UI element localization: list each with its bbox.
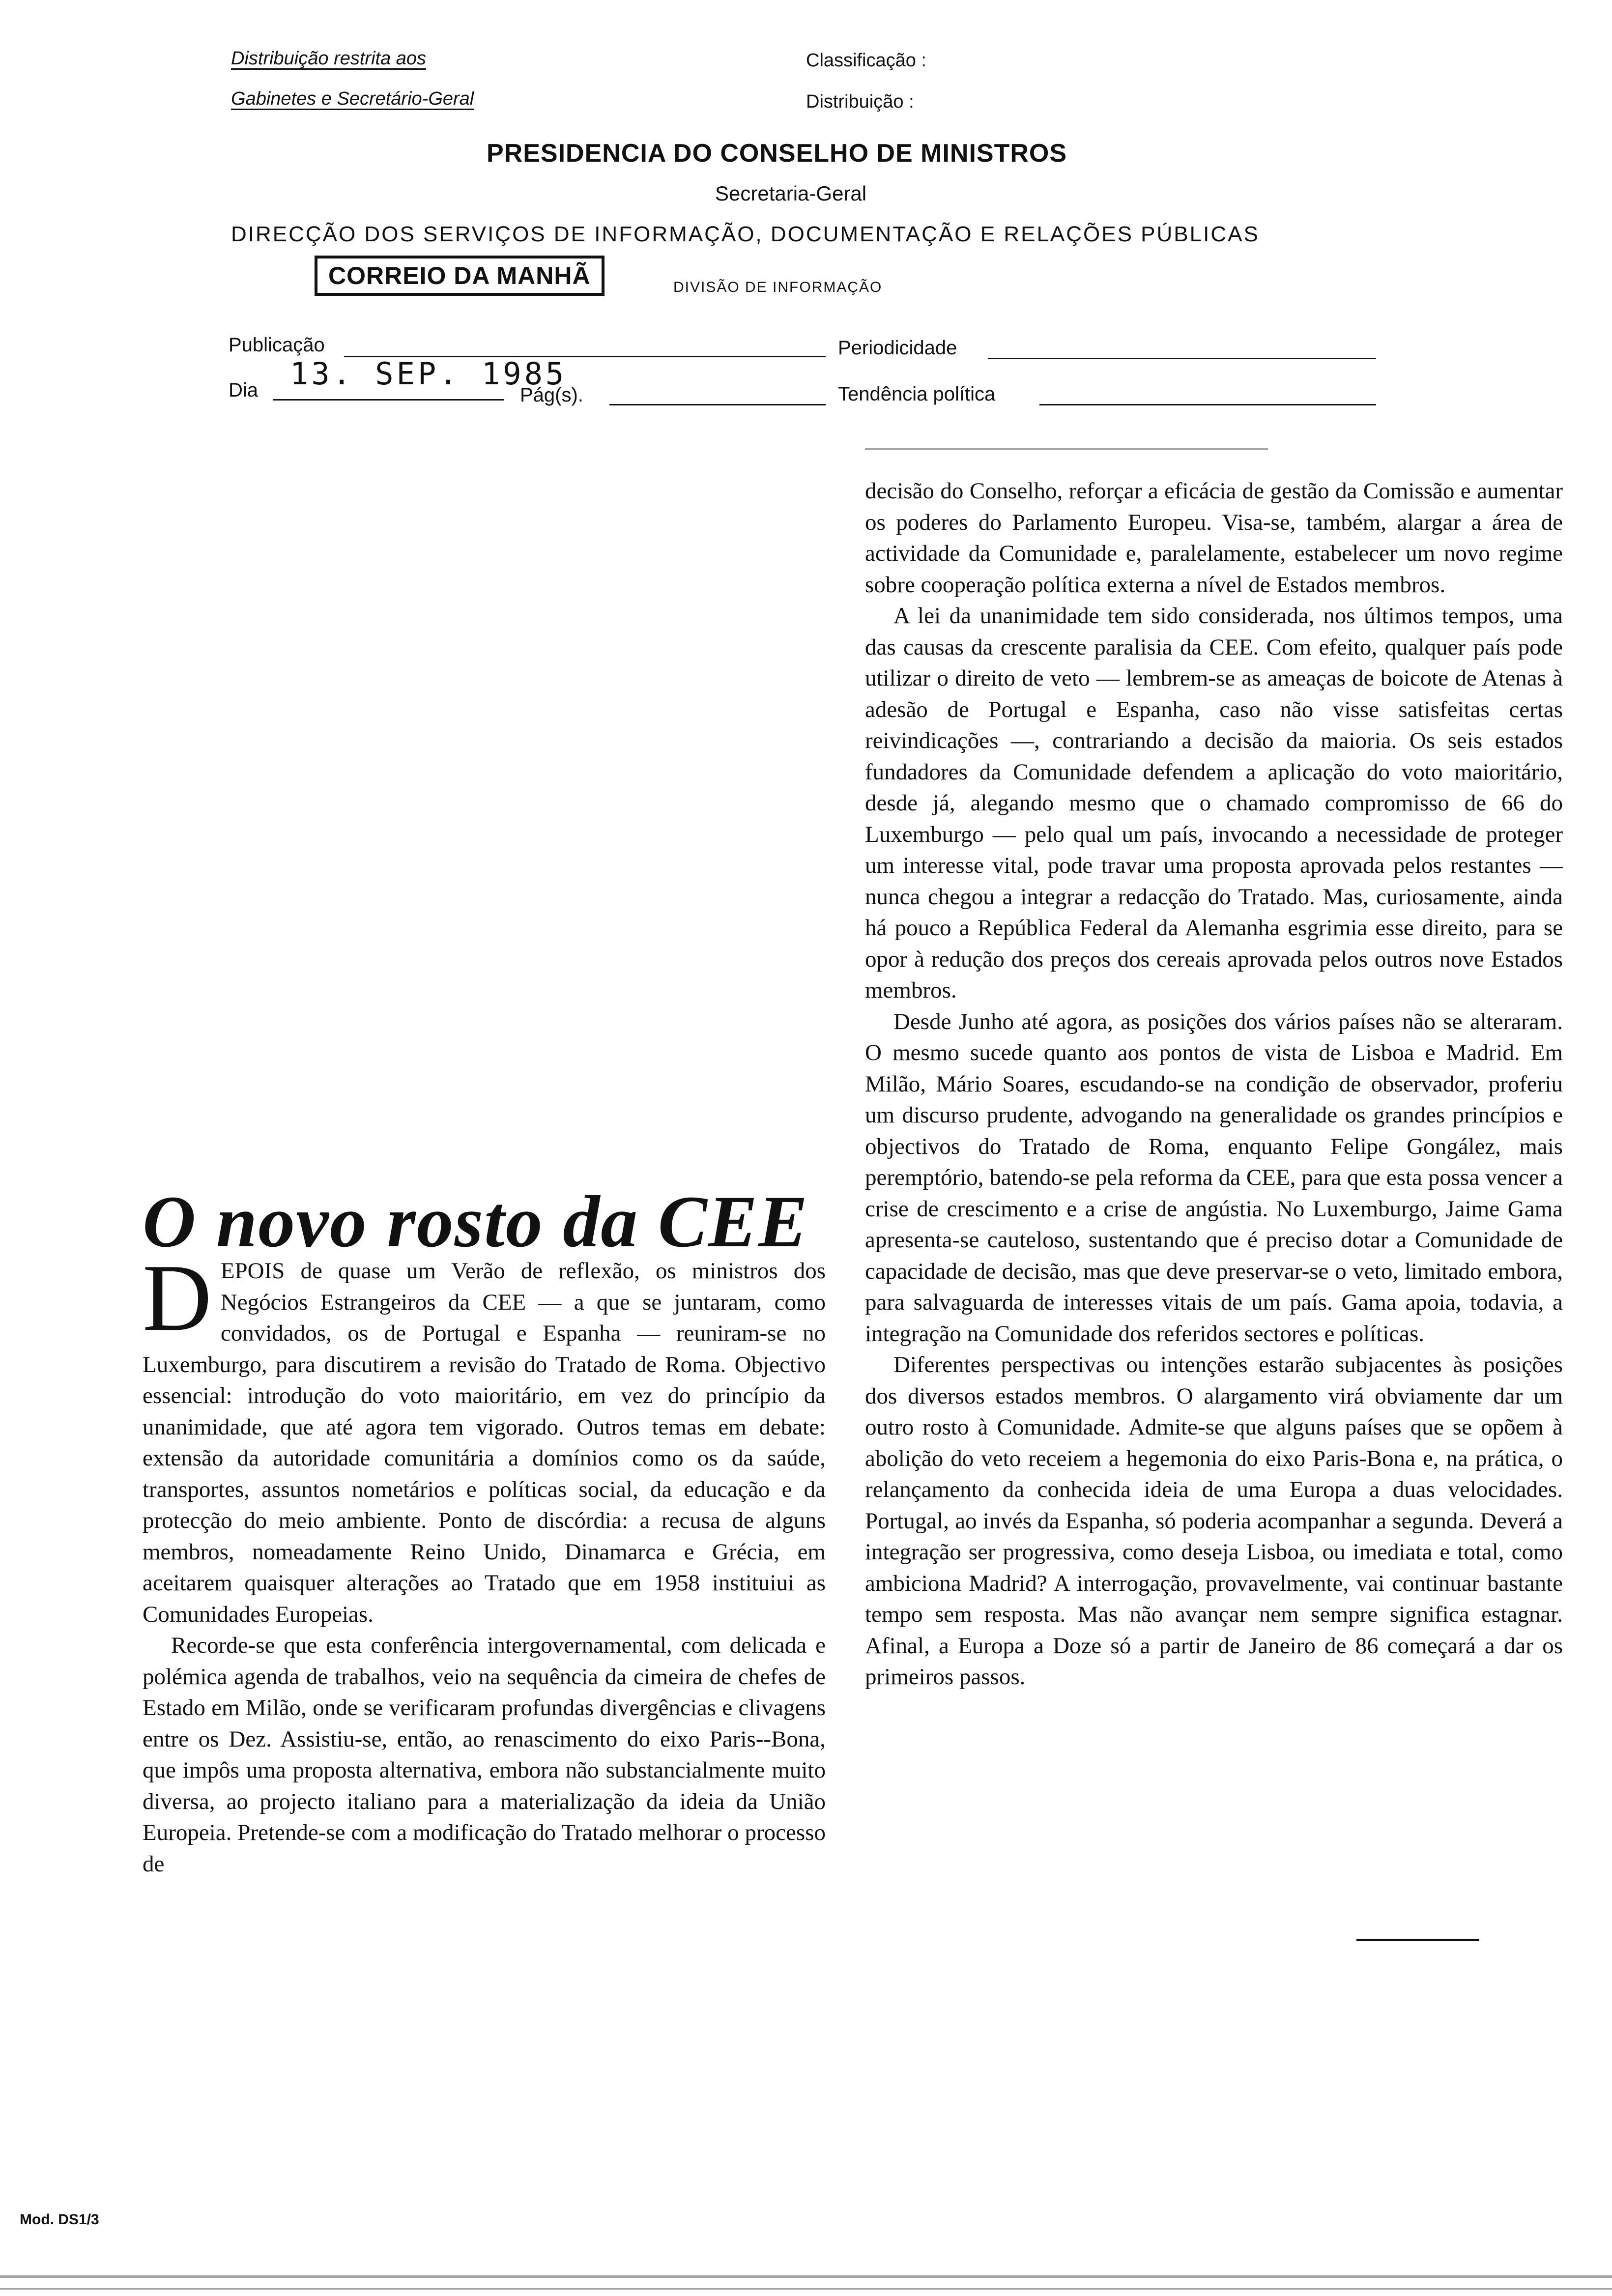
article-paragraph: Diferentes perspectivas ou intenções estarão subjacentes às posições dos diversos estados membros. O alargamento virá obviamente dar um outro rosto à Comunidade. Admite-se que alguns países que se opõem à abolição do veto receiem a hegemonia do eixo Paris-Bona e, na prática, o relançamento da conhecida ideia de uma Europa a duas velocidades. Portugal, ao invés da Espanha, só poderia acompanhar a segunda. Deverá a integração ser progressiva, como deseja Lisboa, ou imediata e total, como ambiciona Madrid? A interrogação, provavelmente, vai continuar bastante tempo sem resposta. Mas não avançar nem sempre significa estagnar. Afinal, a Europa a Doze só a partir de Janeiro de 86 começará a dar os primeiros passos.	[865, 1352, 1563, 1690]
source-stamp: CORREIO DA MANHÃ	[315, 256, 604, 296]
drop-cap: D	[143, 1256, 212, 1351]
classification-label: Classificação :	[806, 50, 926, 71]
periodicity-label: Periodicidade	[838, 337, 957, 359]
page-title: PRESIDENCIA DO CONSELHO DE MINISTROS	[487, 139, 1067, 168]
distribution-restriction-line1: Distribuição restrita aos	[231, 48, 427, 69]
article-right-column	[865, 476, 1563, 1930]
article-headline: O novo rosto da CEE	[143, 1181, 808, 1263]
distribution-restriction-line2: Gabinetes e Secretário-Geral	[231, 88, 474, 109]
clipping-edge	[865, 448, 1268, 450]
division-label: DIVISÃO DE INFORMAÇÃO	[673, 279, 883, 295]
periodicity-line	[988, 358, 1376, 359]
directorate-line: DIRECÇÃO DOS SERVIÇOS DE INFORMAÇÃO, DOCUMENTAÇÃO E RELAÇÕES PÚBLICAS	[231, 222, 1260, 246]
form-code: Mod. DS1/3	[20, 2211, 99, 2228]
distribution-label: Distribuição :	[806, 91, 914, 112]
page-subtitle: Secretaria-Geral	[715, 182, 867, 205]
article-paragraph: decisão do Conselho, reforçar a eficácia de gestão da Comissão e aumentar os poderes do Parlamento Europeu. Visa-se, também, alargar a área de actividade da Comunidade e, paralelamente, estabelecer um novo regime sobre cooperação política externa a nível de Estados membros.	[865, 478, 1563, 598]
day-line	[273, 399, 504, 401]
end-rule	[1356, 1939, 1479, 1941]
article-paragraph: A lei da unanimidade tem sido considerada, nos últimos tempos, uma das causas da crescente paralisia da CEE. Com efeito, qualquer país pode utilizar o direito de veto — lembrem-se as ameaças de boicote de Atenas à adesão de Portugal e Espanha, caso não visse satisfeitas certas reivindicações —, contrariando a decisão da maioria. Os seis estados fundadores da Comunidade defendem a aplicação do voto maioritário, desde já, alegando mesmo que o chamado compromisso de 66 do Luxemburgo — pelo qual um país, invocando a necessidade de proteger um interesse vital, pode travar uma proposta aprovada pelos restantes — nunca chegou a integrar a redacção do Tratado. Mas, curiosamente, ainda há pouco a República Federal da Alemanha esgrimia esse direito, para se opor à redução dos preços dos cereais aprovada pelos outros nove Estados membros.	[865, 603, 1563, 1003]
pages-line	[609, 404, 826, 405]
article-left-column	[143, 1256, 826, 1924]
article-paragraph: EPOIS de quase um Verão de reflexão, os ministros dos Negócios Estrangeiros da CEE — a que se juntaram, como convidados, os de Portugal e Espanha — reuniram-se no Luxemburgo, para discutirem a revisão do Tratado de Roma. Objectivo essencial: introdução do voto maioritário, em vez do princípio da unanimidade, que até agora tem vigorado. Outros temas em debate: extensão da autoridade comunitária a domínios como os da saúde, transportes, assuntos nometários e políticas social, da educação e da protecção do meio ambiente. Ponto de discórdia: a recusa de alguns membros, nomeadamente Reino Unido, Dinamarca e Grécia, em aceitarem quaisquer alterações ao Tratado que em 1958 instituiui as Comunidades Europeias.	[143, 1258, 826, 1627]
article-paragraph: Recorde-se que esta conferência intergovernamental, com delicada e polémica agenda de trabalhos, veio na sequência da cimeira de chefes de Estado em Milão, onde se verificaram profundas divergências e clivagens entre os Dez. Assistiu-se, então, ao renascimento do eixo Paris--Bona, que impôs uma proposta alternativa, embora não substancialmente muito diversa, ao projecto italiano para a materialização da ideia da União Europeia. Pretende-se com a modificação do Tratado melhorar o processo de	[143, 1633, 826, 1877]
article-paragraph: Desde Junho até agora, as posições dos vários países não se alteraram. O mesmo sucede quanto aos pontos de vista de Lisboa e Madrid. Em Milão, Mário Soares, escudando-se na condição de observador, proferiu um discurso prudente, advogando na generalidade os grandes princípios e objectivos do Tratado de Roma, enquanto Felipe Gongález, mais peremptório, batendo-se pela reforma da CEE, para que esta possa vencer a crise de crescimento e a crise de angústia. No Luxemburgo, Jaime Gama apresenta-se cauteloso, sustentando que é preciso dotar a Comunidade de capacidade de decisão, mas que deve preservar-se o veto, limitado embora, para salvaguarda de interesses vitais de um país. Gama apoia, todavia, a integração na Comunidade dos referidos sectores e políticas.	[865, 1008, 1563, 1347]
scan-edge	[0, 2288, 1612, 2290]
political-tendency-line	[1039, 404, 1376, 405]
publication-label: Publicação	[229, 334, 325, 356]
pages-label: Pág(s).	[520, 384, 583, 406]
scan-edge	[0, 2275, 1612, 2278]
date-stamp: 13. SEP. 1985	[290, 356, 567, 392]
day-label: Dia	[229, 379, 259, 401]
political-tendency-label: Tendência política	[838, 383, 996, 405]
